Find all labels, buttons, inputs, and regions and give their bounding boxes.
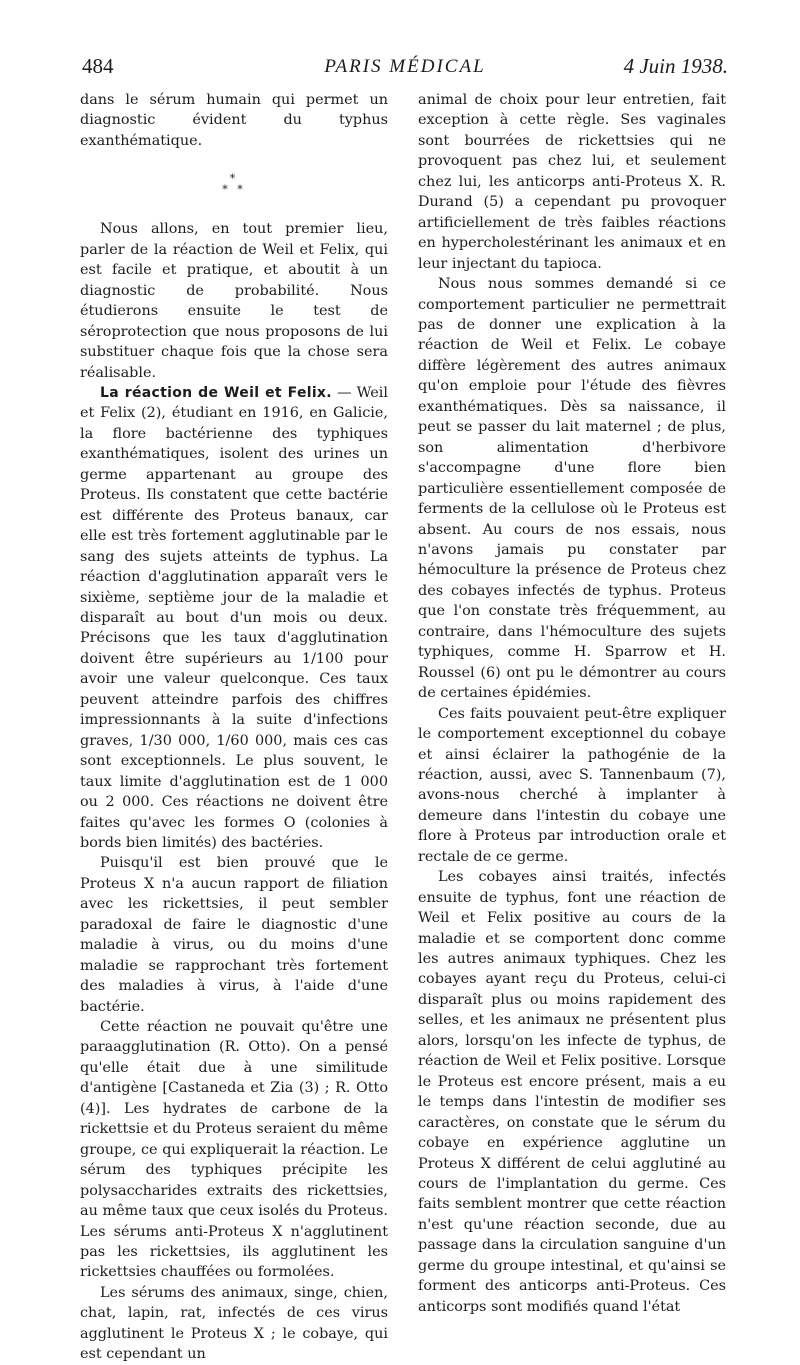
paragraph: dans le sérum humain qui permet un diagnostic évident du typhus exanthématique. [80, 92, 388, 149]
right-column [418, 90, 726, 1317]
journal-title: PARIS MÉDICAL [324, 56, 486, 77]
paragraph: Nous nous sommes demandé si ce comportement particulier ne permettrait pas de donner une explication à la réaction de Weil et Felix. Le cobaye diffère légèrement des autres animaux qu'on emploie pour l'étude des fièvres exanthématiques. Dès sa naissance, il peut se passer du lait maternel ; de plus, son alimentation d'herbivore s'accompagne d'une flore bien particulière essentiellement composée de ferments de la cellulose où le Proteus est absent. Au cours de nos essais, nous n'avons jamais pu constater par hémoculture la présence de Proteus chez des cobayes infectés de typhus. Proteus que l'on constate très fréquemment, au contraire, dans l'hémoculture des sujets typhiques, comme H. Sparrow et H. Roussel (6) ont pu le démontrer au cours de certaines épidémies. [418, 276, 726, 702]
page-header [82, 54, 728, 86]
section-title: La réaction de Weil et Felix. [100, 384, 332, 401]
paragraph: Nous allons, en tout premier lieu, parler de la réaction de Weil et Felix, qui est facile et pratique, et aboutit à un diagnostic de probabilité. Nous étudierons ensuite le test de séroprotection que nous proposons de lui substituer chaque fois que la chose sera réalisable. [80, 221, 388, 381]
section-paragraph [80, 383, 388, 853]
paragraph: Ces faits pouvaient peut-être expliquer le comportement exceptionnel du cobaye et ainsi éclairer la pathogénie de la réaction, aussi, avec S. Tannenbaum (7), avons-nous cherché à implanter à demeure dans l'intestin du cobaye une flore à Proteus par introduction orale et rectale de ce germe. [418, 705, 726, 865]
paragraph: animal de choix pour leur entretien, fait exception à cette règle. Ses vaginales sont bourrées de rickettsies qui ne provoquent pas chez lui, et seulement chez lui, les anticorps anti-Proteus X. R. Durand (5) a cependant pu provoquer artificiellement de très faibles réactions en hypercholestérinant les animaux et en leur injectant du tapioca. [418, 92, 726, 272]
section-separator [80, 173, 388, 195]
paragraph: Puisqu'il est bien prouvé que le Proteus X n'a aucun rapport de filiation avec les rickettsies, il peut sembler paradoxal de faire le diagnostic d'une maladie à virus, ou du moins d'une maladie se rapprochant très fortement des maladies à virus, à l'aide d'une bactérie. [80, 855, 388, 1015]
paragraph: Cette réaction ne pouvait qu'être une paraagglutination (R. Otto). On a pensé qu'elle était due à une similitude d'antigène [Castaneda et Zia (3) ; R. Otto (4)]. Les hydrates de carbone de la rickettsie et du Proteus seraient du même groupe, ce qui expliquerait la réaction. Le sérum des typhiques précipite les polysaccharides extraits des rickettsies, au même taux que ceux isolés du Proteus. Les sérums anti-Proteus X n'agglutinent pas les rickettsies, ils agglutinent les rickettsies chauffées ou formolées. [80, 1019, 388, 1281]
paragraph: Les sérums des animaux, singe, chien, chat, lapin, rat, infectés de ces virus agglutinent le Proteus X ; le cobaye, qui est cependant un [80, 1284, 388, 1363]
paragraph: Les cobayes ainsi traités, infectés ensuite de typhus, font une réaction de Weil et Felix positive au cours de la maladie et se comportent donc comme les autres animaux typhiques. Chez les cobayes ayant reçu du Proteus, celui-ci disparaît plus ou moins rapidement des selles, et les animaux ne présentent plus alors, lorsqu'on les infecte de typhus, de réaction de Weil et Felix positive. Lorsque le Proteus est encore présent, mais a eu le temps dans l'intestin de modifier ses caractères, on constate que le sérum du cobaye en expérience agglutine un Proteus X différent de celui agglutiné au cours de l'implantation du germe. Ces faits semblent montrer que cette réaction n'est qu'une réaction seconde, due au passage dans la circulation sanguine d'un germe du groupe intestinal, et qu'ainsi se forment des anticorps anti-Proteus. Ces anticorps sont modifiés quand l'état [418, 869, 726, 1315]
separator-top: * [229, 172, 239, 186]
issue-date: 4 Juin 1938. [623, 54, 728, 78]
left-column [80, 90, 388, 1365]
section-body: — Weil et Felix (2), étudiant en 1916, en Galicie, la flore bactérienne des typhiques exanthématiques, isolent des urines un germe appartenant au groupe des Proteus. Ils constatent que cette bactérie est différente des Proteus banaux, car elle est très fortement agglutinable par le sang des sujets atteints de typhus. La réaction d'agglutination apparaît vers le sixième, septième jour de la maladie et disparaît au bout d'un mois ou deux. Précisons que les taux d'agglutination doivent être supérieurs au 1/100 pour avoir une valeur quelconque. Ces taux peuvent atteindre parfois des chiffres impressionnants à la suite d'infections graves, 1/30 000, 1/60 000, mais ces cas sont exceptionnels. Le plus souvent, le taux limite d'agglutination est de 1 000 ou 2 000. Ces réactions ne doivent être faites qu'avec les formes O (colonies à bords bien limités) des bactéries. [80, 384, 388, 851]
separator-bottom: * * [222, 183, 246, 197]
page-number: 484 [82, 54, 114, 78]
